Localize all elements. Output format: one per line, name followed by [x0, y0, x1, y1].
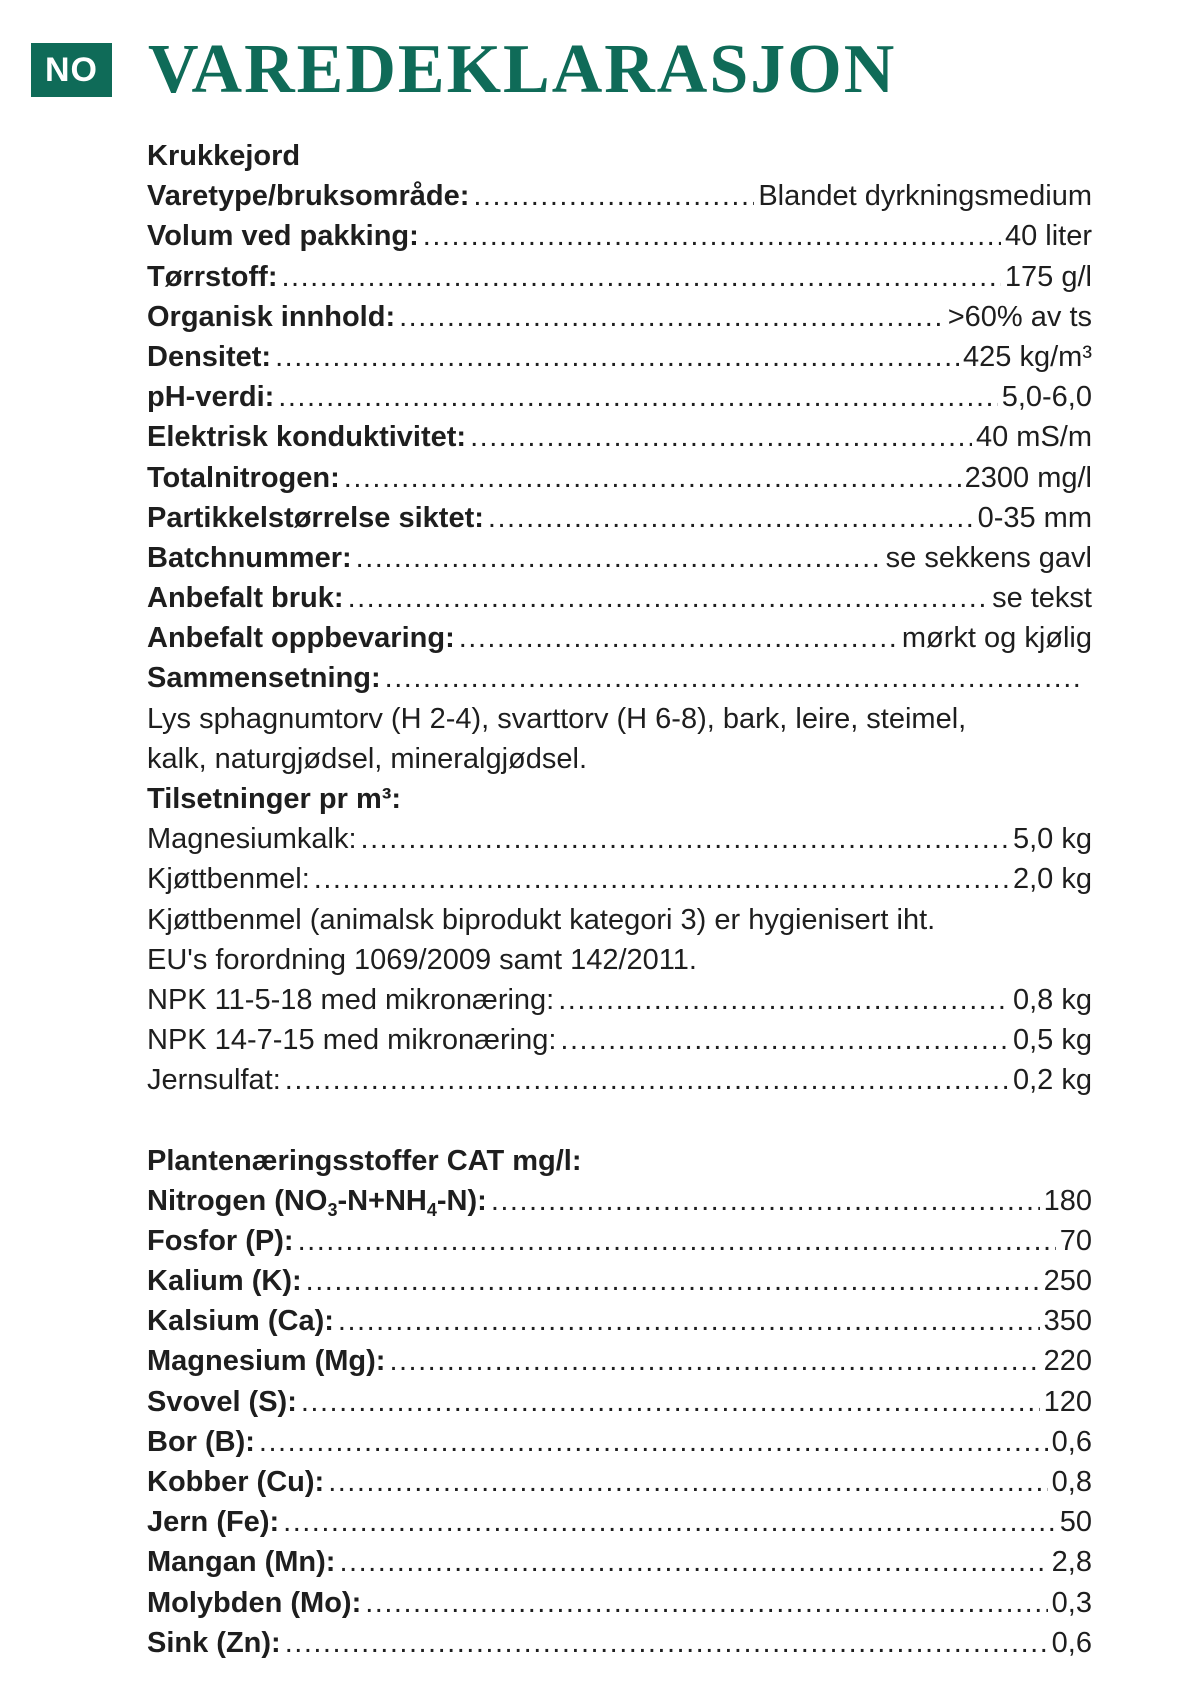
property-row [147, 377, 1092, 417]
leader-dots [473, 176, 754, 216]
nutrient-label [147, 1181, 487, 1221]
additive-row [147, 1060, 1092, 1100]
leader-dots [285, 1060, 1009, 1100]
additive-label: NPK 14-7-15 med mikronæring: [147, 1024, 557, 1057]
nitrogen-subscript: 4 [426, 1199, 437, 1220]
leader-dots [314, 859, 1009, 899]
nutrient-value: 50 [1059, 1506, 1092, 1539]
header [31, 30, 896, 110]
composition-row [147, 658, 1092, 698]
property-row [147, 458, 1092, 498]
property-label: pH-verdi: [147, 381, 275, 414]
leader-dots [281, 257, 1000, 297]
composition-text-line: kalk, naturgjødsel, mineralgjødsel. [147, 742, 588, 775]
additive-row [147, 1020, 1092, 1060]
nutrient-label: Jern (Fe): [147, 1506, 280, 1539]
property-value: Blandet dyrkningsmedium [758, 180, 1092, 213]
leader-dots [301, 1382, 1040, 1422]
leader-dots [344, 458, 961, 498]
nutrient-label: Kalium (K): [147, 1265, 302, 1298]
page-title: VAREDEKLARASJON [148, 31, 897, 108]
nutrients-list [147, 1221, 1092, 1663]
nutrient-row [147, 1221, 1092, 1261]
property-row [147, 498, 1092, 538]
leader-dots [356, 538, 882, 578]
nutrient-label: Molybden (Mo): [147, 1586, 362, 1619]
property-label: Totalnitrogen: [147, 461, 340, 494]
nutrient-row [147, 1542, 1092, 1582]
property-value: 40 mS/m [975, 421, 1092, 454]
property-value: 2300 mg/l [964, 461, 1092, 494]
nutrient-label: Kalsium (Ca): [147, 1305, 334, 1338]
section-spacer [147, 1101, 1092, 1141]
nutrient-row [147, 1422, 1092, 1462]
leader-dots [385, 658, 1082, 698]
nutrients-heading: Plantenæringsstoffer CAT mg/l: [147, 1144, 582, 1177]
property-label: Partikkelstørrelse siktet: [147, 501, 484, 534]
nutrient-row [147, 1623, 1092, 1663]
nutrient-row [147, 1341, 1092, 1381]
leader-dots [306, 1261, 1040, 1301]
property-label: Elektrisk konduktivitet: [147, 421, 467, 454]
property-label: Organisk innhold: [147, 300, 396, 333]
leader-dots [275, 337, 959, 377]
property-label: Tørrstoff: [147, 260, 278, 293]
language-badge: NO [31, 43, 112, 97]
additive-value: 2,0 kg [1013, 863, 1092, 896]
nutrient-label: Kobber (Cu): [147, 1466, 325, 1498]
nutrient-label: Magnesium (Mg): [147, 1345, 386, 1378]
nutrient-label: Sink (Zn): [147, 1626, 281, 1659]
property-row [147, 257, 1092, 297]
additives-heading: Tilsetninger pr m³: [147, 783, 402, 815]
leader-dots [459, 618, 898, 658]
leader-dots [339, 1542, 1047, 1582]
property-label: Anbefalt oppbevaring: [147, 622, 455, 655]
nutrient-value: 0,8 [1051, 1466, 1092, 1498]
leader-dots [491, 1181, 1040, 1221]
leader-dots [361, 819, 1009, 859]
leader-dots [470, 417, 972, 457]
additive-label: Kjøttbenmel: [147, 863, 310, 896]
additive-note-line: Kjøttbenmel (animalsk biprodukt kategori 3) er hygienisert iht. [147, 903, 936, 936]
nitrogen-label-part: -N): [436, 1184, 487, 1217]
leader-dots [560, 1020, 1009, 1060]
additive-label: Magnesiumkalk: [147, 823, 357, 856]
nutrient-row [147, 1301, 1092, 1341]
additive-label: Jernsulfat: [147, 1064, 281, 1097]
nutrient-label: Svovel (S): [147, 1385, 297, 1418]
nitrogen-label-part: Nitrogen (NO [147, 1184, 328, 1217]
nutrient-row [147, 1502, 1092, 1542]
property-value: 425 kg/m³ [963, 340, 1092, 373]
nitrogen-subscript: 3 [327, 1199, 338, 1220]
nutrient-value: 0,3 [1051, 1586, 1092, 1619]
property-value: 40 liter [1004, 220, 1092, 253]
leader-dots [283, 1502, 1056, 1542]
leader-dots [348, 578, 989, 618]
property-value: 175 g/l [1004, 260, 1092, 293]
properties-list [147, 176, 1092, 658]
nutrient-label: Bor (B): [147, 1425, 255, 1458]
additive-value: 0,5 kg [1013, 1024, 1092, 1057]
property-label: Batchnummer: [147, 541, 352, 574]
nutrient-value: 250 [1043, 1265, 1092, 1298]
property-row [147, 297, 1092, 337]
nutrient-row [147, 1382, 1092, 1422]
leader-dots [389, 1341, 1039, 1381]
property-label: Volum ved pakking: [147, 220, 419, 253]
property-row [147, 417, 1092, 457]
nitrogen-label-part: -N+NH [337, 1184, 427, 1217]
leader-dots [488, 498, 974, 538]
additive-row [147, 819, 1092, 859]
additive-value: 0,8 kg [1013, 983, 1092, 1016]
additive-value: 5,0 kg [1013, 823, 1092, 856]
property-row [147, 176, 1092, 216]
property-label: Anbefalt bruk: [147, 582, 344, 615]
additive-row [147, 980, 1092, 1020]
nutrient-value: 0,6 [1051, 1626, 1092, 1659]
additive-label: NPK 11-5-18 med mikronæring: [147, 983, 555, 1016]
additive-note-line: EU's forordning 1069/2009 samt 142/2011. [147, 943, 697, 976]
property-value: 0-35 mm [977, 501, 1092, 534]
property-row [147, 538, 1092, 578]
property-value: mørkt og kjølig [901, 622, 1092, 655]
nutrient-row [147, 1261, 1092, 1301]
nutrient-value: 180 [1043, 1184, 1092, 1217]
nutrient-label: Fosfor (P): [147, 1224, 294, 1257]
property-value: se tekst [992, 582, 1092, 615]
nutrient-value: 350 [1043, 1305, 1092, 1338]
nutrient-row [147, 1462, 1092, 1502]
property-row [147, 337, 1092, 377]
property-value: se sekkens gavl [885, 541, 1092, 574]
property-row [147, 578, 1092, 618]
property-row [147, 216, 1092, 256]
composition-text-line: Lys sphagnumtorv (H 2-4), svarttorv (H 6-8), bark, leire, steimel, [147, 702, 967, 735]
leader-dots [338, 1301, 1040, 1341]
leader-dots [259, 1422, 1048, 1462]
declaration-content [147, 136, 1092, 1663]
leader-dots [423, 216, 1001, 256]
nutrient-row-nitrogen [147, 1181, 1092, 1221]
product-name: Krukkejord [147, 140, 301, 172]
leader-dots [399, 297, 944, 337]
leader-dots [365, 1583, 1047, 1623]
composition-label: Sammensetning: [147, 662, 381, 695]
leader-dots [298, 1221, 1056, 1261]
leader-dots [558, 980, 1009, 1020]
nutrient-value: 2,8 [1051, 1546, 1092, 1579]
leader-dots [285, 1623, 1048, 1663]
nutrient-row [147, 1583, 1092, 1623]
nutrient-value: 0,6 [1051, 1425, 1092, 1458]
property-value: 5,0-6,0 [1001, 381, 1092, 414]
additive-row [147, 859, 1092, 899]
nutrient-value: 120 [1043, 1385, 1092, 1418]
nutrient-value: 220 [1043, 1345, 1092, 1378]
additive-value: 0,2 kg [1013, 1064, 1092, 1097]
nutrient-label: Mangan (Mn): [147, 1546, 336, 1579]
leader-dots [328, 1462, 1047, 1502]
property-row [147, 618, 1092, 658]
property-value: >60% av ts [947, 300, 1092, 333]
property-label: Varetype/bruksområde: [147, 180, 470, 213]
nutrient-value: 70 [1059, 1224, 1092, 1257]
property-label: Densitet: [147, 340, 272, 373]
leader-dots [278, 377, 997, 417]
